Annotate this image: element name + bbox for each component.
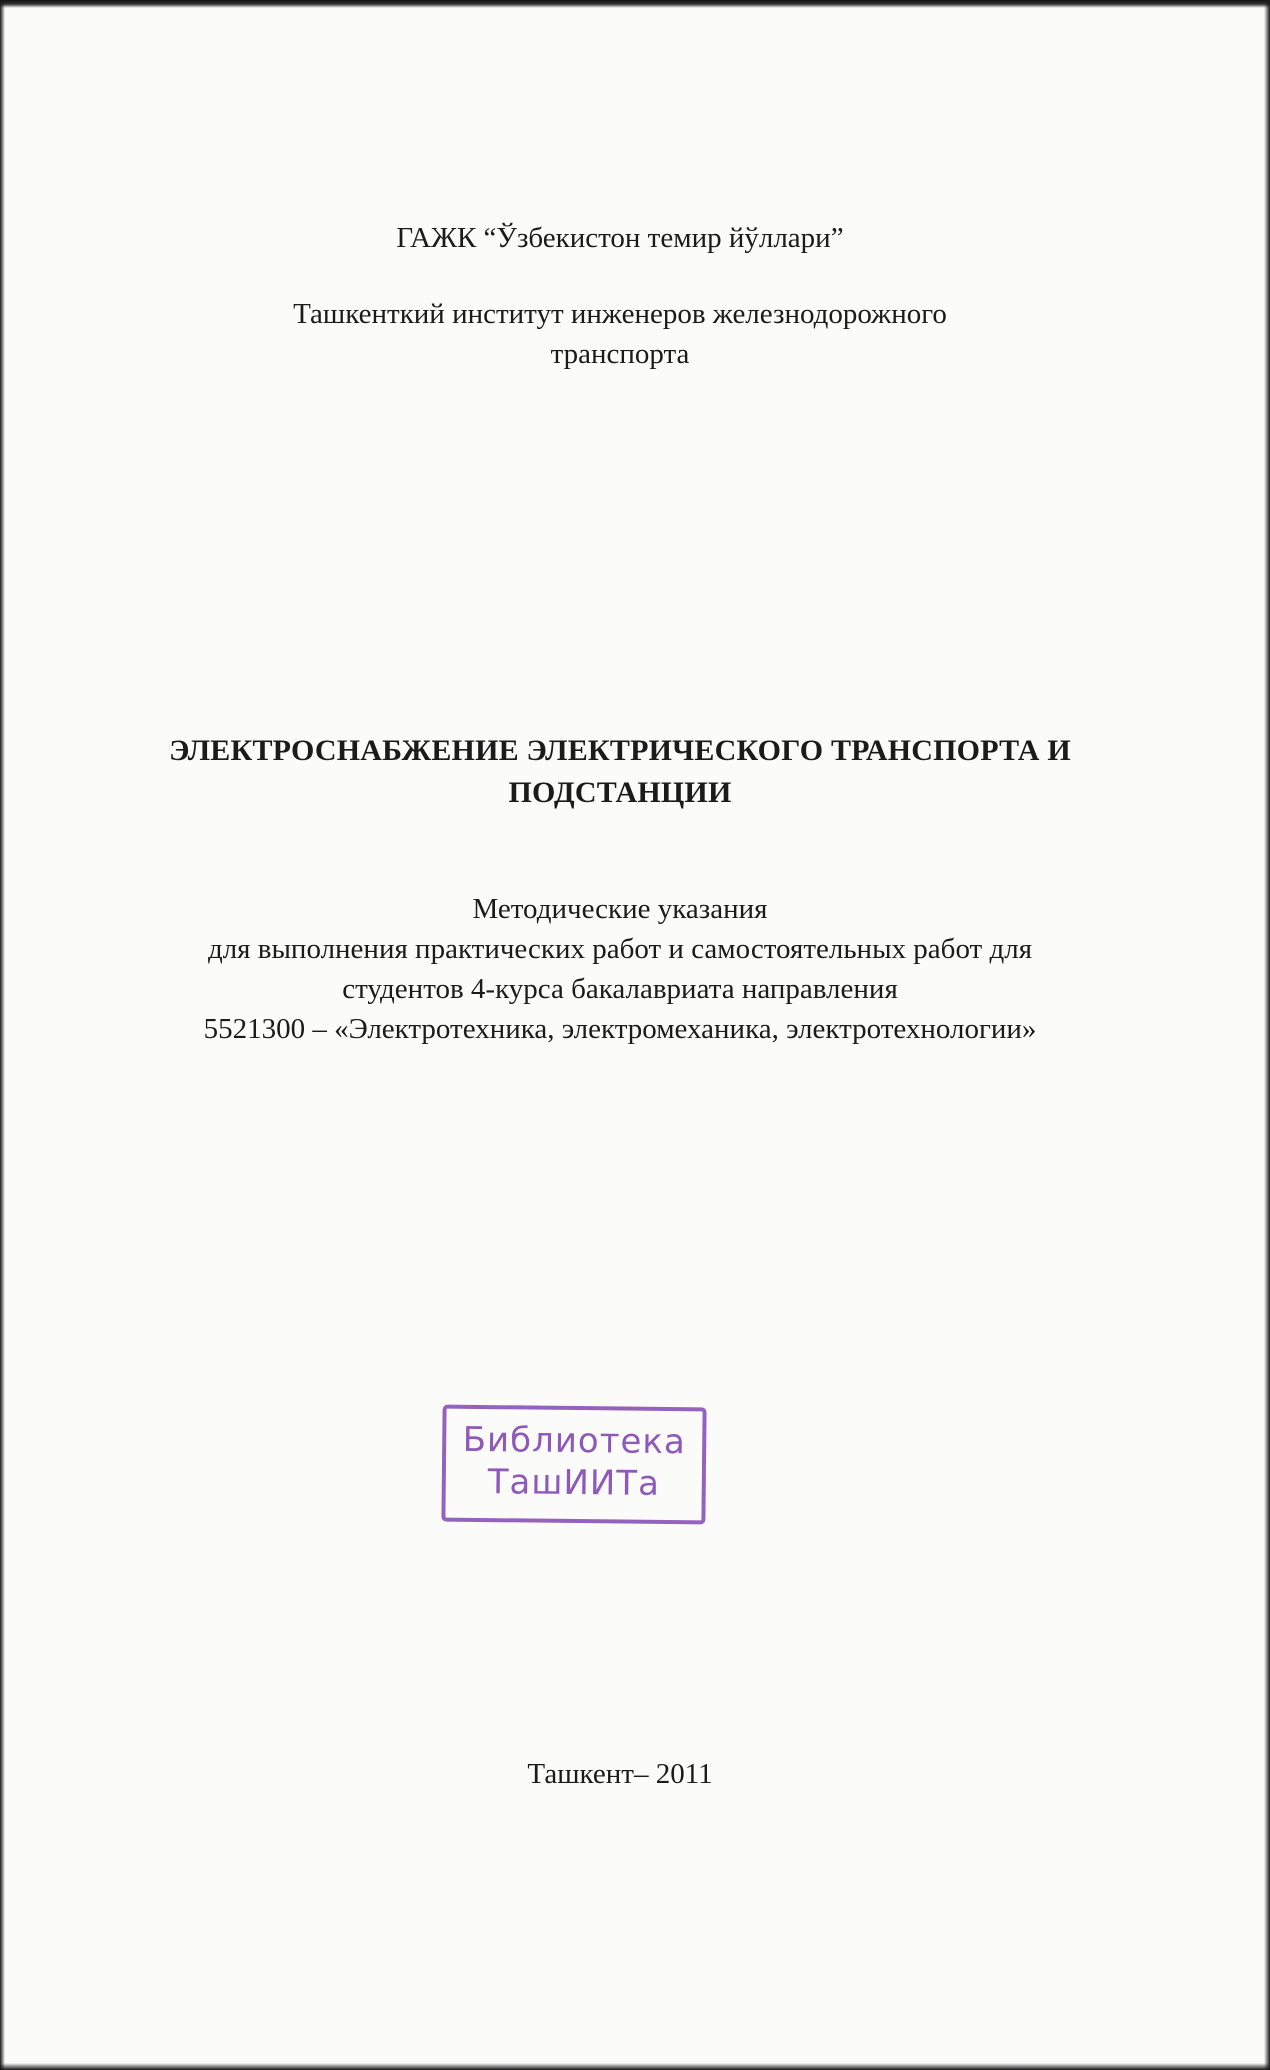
- subtitle-line-1: Методические указания: [472, 893, 768, 925]
- scan-edge-top: [0, 0, 1270, 8]
- scan-edge-bottom: [0, 2063, 1270, 2070]
- place-year-text: Ташкент– 2011: [527, 1758, 713, 1790]
- subtitle-line-3: студентов 4-курса бакалавриата направления: [342, 973, 898, 1005]
- document-title: [0, 730, 1240, 814]
- scan-edge-right: [1264, 0, 1270, 2070]
- stamp-line-1: Библиотека: [462, 1419, 687, 1463]
- document-subtitle: [0, 889, 1240, 1049]
- organization-text: ГАЖК “Ўзбекистон темир йўллари”: [396, 222, 844, 254]
- institute-line-2: транспорта: [550, 338, 690, 370]
- institute-line-1: Ташкенткий институт инженеров железнодорожного: [293, 298, 947, 330]
- title-line-1: ЭЛЕКТРОСНАБЖЕНИЕ ЭЛЕКТРИЧЕСКОГО ТРАНСПОРТА И: [169, 734, 1071, 767]
- stamp-line-2: ТашИИТа: [487, 1462, 661, 1504]
- subtitle-line-2: для выполнения практических работ и самостоятельных работ для: [207, 933, 1033, 965]
- header-institute: [0, 294, 1240, 374]
- header-organization: [0, 218, 1240, 258]
- library-stamp: [441, 1405, 706, 1525]
- subtitle-line-4: 5521300 – «Электротехника, электромеханика, электротехнологии»: [203, 1013, 1037, 1045]
- title-line-2: ПОДСТАНЦИИ: [508, 776, 732, 809]
- footer-place-year: [0, 1754, 1240, 1794]
